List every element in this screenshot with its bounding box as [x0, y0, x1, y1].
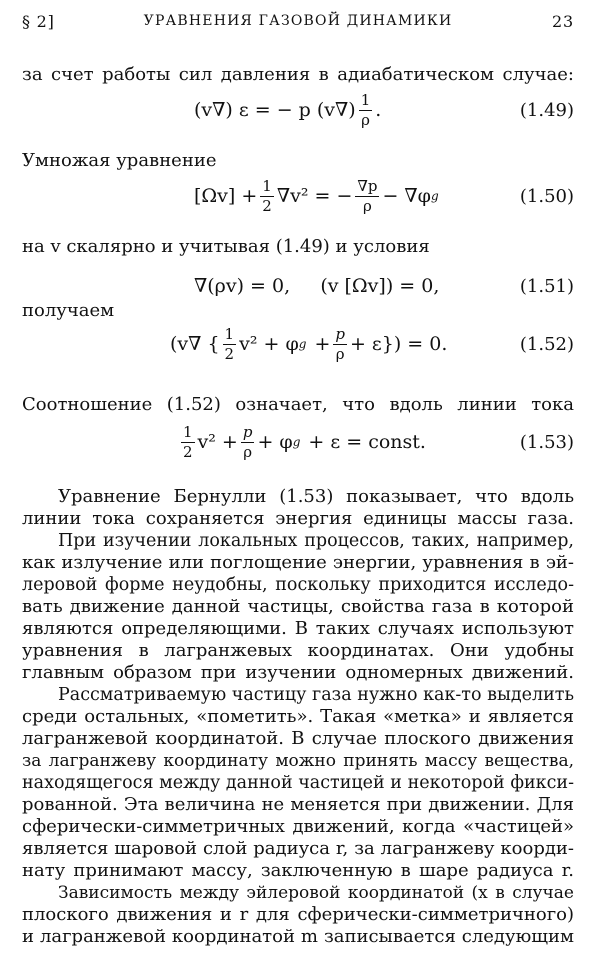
text-line: Соотношение (1.52) означает, что вдоль линии тока [22, 394, 574, 415]
eq-fraction [359, 90, 373, 129]
frac-numerator: 1 [224, 324, 235, 343]
text-line: линии тока сохраняется энергия единицы массы газа. [22, 508, 574, 529]
frac-denominator: 2 [262, 196, 272, 215]
equation-1-50 [22, 174, 574, 218]
eq-part: + φ [257, 431, 293, 453]
eq-part: v² + φ [239, 333, 299, 355]
text-line: Уравнение Бернулли (1.53) показывает, что вдоль [58, 486, 574, 507]
text-line: рованной. Эта величина не меняется при движении. Для [22, 794, 574, 815]
text-line: на v скалярно и учитывая (1.49) и условия [22, 236, 430, 257]
equation-number: (1.52) [519, 333, 574, 355]
text-line: является шаровой слой радиуса r, за лагранжеву коорди- [22, 838, 574, 859]
eq-fraction [355, 176, 379, 215]
text-line: получаем [22, 300, 115, 321]
frac-numerator: 1 [183, 422, 193, 441]
equation-1-49 [22, 88, 574, 132]
text-line: нату принимают массу, заключенную в шаре радиуса r. [22, 860, 574, 881]
frac-denominator: ρ [243, 442, 253, 461]
frac-numerator: p [242, 422, 253, 441]
text-line: за лагранжеву координату можно принять массу вещества, [22, 751, 574, 771]
text-line: за счет работы сил давления в адиабатическом случае: [22, 64, 574, 85]
eq-tail: . [375, 99, 382, 121]
text-line: как излучение или поглощение энергии, уравнения в эй- [22, 552, 574, 573]
eq-fraction [333, 324, 347, 363]
text-line: главным образом при изучении одномерных движений. [22, 662, 574, 683]
eq-lhs: (v∇) ε = − p (v∇) [194, 99, 356, 121]
text-line: Умножая уравнение [22, 150, 217, 171]
eq-fraction [223, 324, 237, 363]
eq-fraction [181, 422, 195, 461]
frac-numerator: ∇p [357, 176, 378, 195]
equation-number: (1.51) [519, 275, 574, 297]
text-line: уравнения в лагранжевых координатах. Они удобны [22, 640, 574, 661]
text-line: среди остальных, «пометить». Такая «метка» и является [22, 706, 574, 727]
eq-part: − ∇φ [382, 185, 431, 207]
equation-1-52 [22, 322, 574, 366]
eq-part: + ε = const. [308, 431, 426, 453]
chapter-title: УРАВНЕНИЯ ГАЗОВОЙ ДИНАМИКИ [143, 13, 453, 29]
eq-fraction [241, 422, 255, 461]
eq-part: ∇v² = − [276, 185, 353, 207]
eq-fraction [260, 176, 274, 215]
text-line: являются определяющими. В таких случаях используют [22, 618, 574, 639]
text-line: Зависимость между эйлеровой координатой (x в случае [58, 883, 574, 903]
section-marker: § 2] [22, 12, 55, 31]
running-header [22, 12, 574, 34]
frac-denominator: ρ [363, 196, 372, 215]
frac-denominator: ρ [361, 110, 370, 129]
frac-numerator: 1 [262, 176, 272, 195]
text-line: леровой форме неудобны, поскольку приходится исследо- [22, 575, 574, 595]
equation-number: (1.50) [519, 185, 574, 207]
frac-denominator: ρ [335, 344, 345, 363]
eq-plus: + [314, 333, 331, 355]
eq-subscript: g [298, 337, 307, 351]
text-line: плоского движения и r для сферически-симметричного) [22, 904, 574, 925]
text-line: Рассматриваемую частицу газа нужно как-то выделить [58, 685, 574, 705]
text-line: сферически-симметричных движений, когда «частицей» [22, 816, 574, 837]
frac-numerator: p [335, 324, 345, 343]
page-number: 23 [552, 12, 574, 31]
eq-part: v² + [197, 431, 238, 453]
text-line: При изучении локальных процессов, таких, например, [58, 531, 574, 551]
equation-number: (1.53) [519, 431, 574, 453]
frac-denominator: 2 [224, 344, 235, 363]
text-line: находящегося между данной частицей и некоторой фикси- [22, 773, 574, 793]
eq-part: [Ωv] + [194, 185, 258, 207]
frac-numerator: 1 [360, 90, 371, 109]
frac-denominator: 2 [183, 442, 193, 461]
eq-subscript: g [292, 435, 301, 449]
eq-open: (v∇ { [170, 333, 220, 355]
eq-expression: ∇(ρv) = 0, (v [Ωv]) = 0, [194, 275, 440, 297]
eq-close: + ε}) = 0. [349, 333, 448, 355]
equation-1-53 [22, 420, 574, 464]
text-line: и лагранжевой координатой m записывается следующим [22, 926, 574, 947]
eq-subscript: g [430, 189, 439, 203]
equation-number: (1.49) [519, 99, 574, 121]
text-line: вать движение данной частицы, свойства газа в которой [22, 596, 574, 617]
text-line: лагранжевой координатой. В случае плоского движения [22, 728, 574, 749]
